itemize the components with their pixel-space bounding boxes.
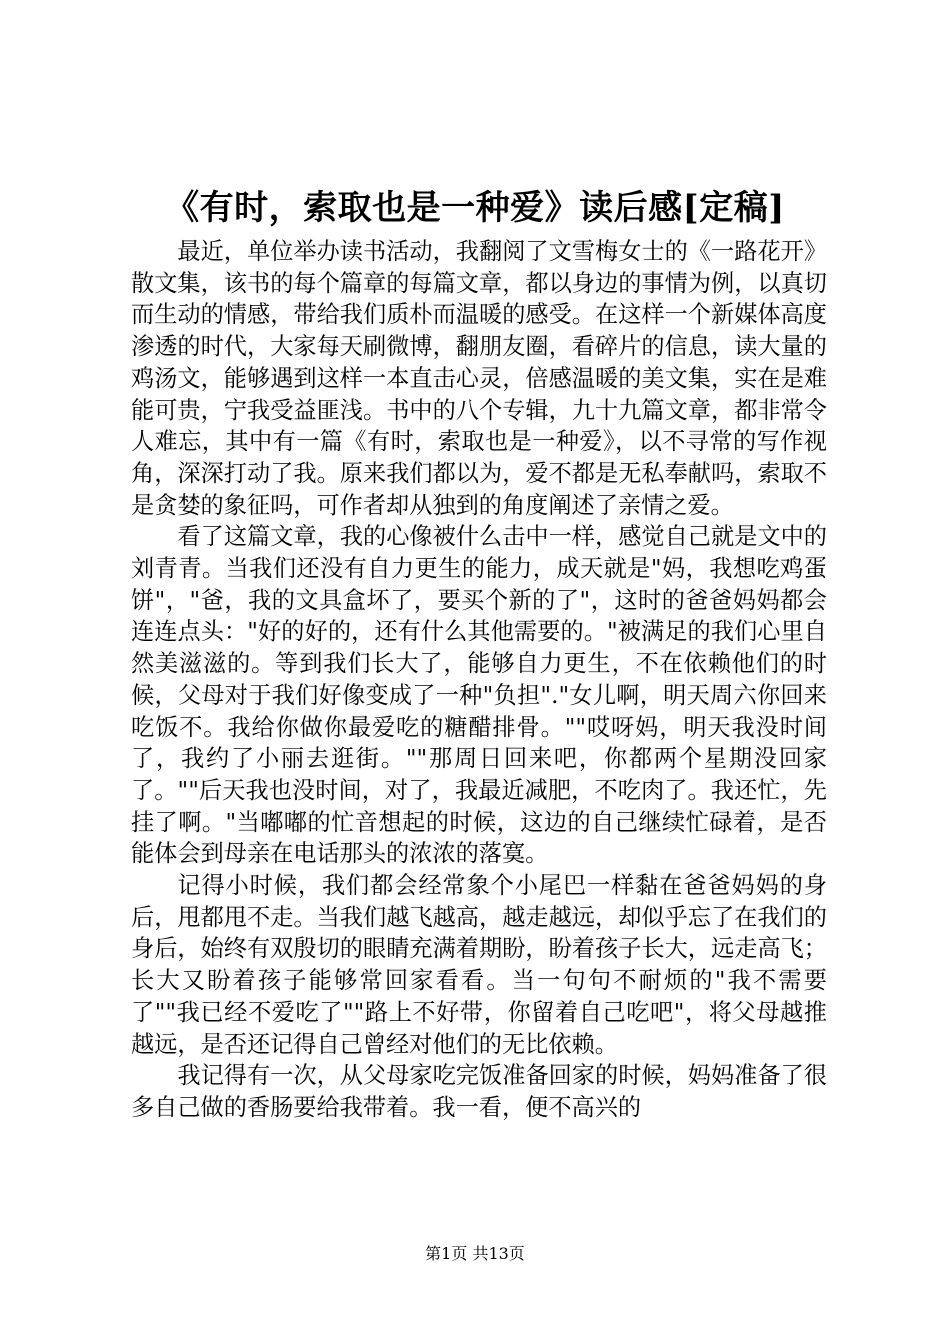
document-title: 《有时，索取也是一种爱》读后感[定稿] — [165, 188, 785, 228]
document-body — [131, 236, 827, 1124]
paragraph-1: 最近，单位举办读书活动，我翻阅了文雪梅女士的《一路花开》散文集，该书的每个篇章的每篇文章，都以身边的事情为例，以真切而生动的情感，带给我们质朴而温暖的感受。在这样一个新媒体高度渗透的时代，大家每天刷微博，翻朋友圈，看碎片的信息，读大量的鸡汤文，能够遇到这样一本直击心灵，倍感温暖的美文集，实在是难能可贵，宁我受益匪浅。书中的八个专辑，九十九篇文章，都非常令人难忘，其中有一篇《有时，索取也是一种爱》，以不寻常的写作视角，深深打动了我。原来我们都以为，爱不都是无私奉献吗，索取不是贪婪的象征吗，可作者却从独到的角度阐述了亲情之爱。 — [131, 238, 827, 519]
paragraph-2: 看了这篇文章，我的心像被什么击中一样，感觉自己就是文中的刘青青。当我们还没有自力更生的能力，成天就是"妈，我想吃鸡蛋饼"，"爸，我的文具盒坏了，要买个新的了"，这时的爸爸妈妈都会连连点头："好的好的，还有什么其他需要的。"被满足的我们心里自然美滋滋的。等到我们长大了，能够自力更生，不在依赖他们的时候，父母对于我们好像变成了一种"负担"."女儿啊，明天周六你回来吃饭不。我给你做你最爱吃的糖醋排骨。""哎呀妈，明天我没时间了，我约了小丽去逛街。""那周日回来吧，你都两个星期没回家了。""后天我也没时间，对了，我最近减肥，不吃肉了。我还忙，先挂了啊。"当嘟嘟的忙音想起的时候，这边的自己继续忙碌着，是否能体会到母亲在电话那头的浓浓的落寞。 — [131, 523, 827, 868]
page-footer — [0, 1243, 950, 1265]
paragraph-3: 记得小时候，我们都会经常象个小尾巴一样黏在爸爸妈妈的身后，甩都甩不走。当我们越飞越高，越走越远，却似乎忘了在我们的身后，始终有双殷切的眼睛充满着期盼，盼着孩子长大，远走高飞；长大又盼着孩子能够常回家看看。当一句句不耐烦的"我不需要了""我已经不爱吃了""路上不好带，你留着自己吃吧"，将父母越推越远，是否还记得自己曾经对他们的无比依赖。 — [131, 872, 827, 1058]
page-indicator: 第1页 共13页 — [425, 1244, 525, 1263]
paragraph-4: 我记得有一次，从父母家吃完饭准备回家的时候，妈妈准备了很多自己做的香肠要给我带着。我一看，便不高兴的 — [131, 1062, 827, 1121]
